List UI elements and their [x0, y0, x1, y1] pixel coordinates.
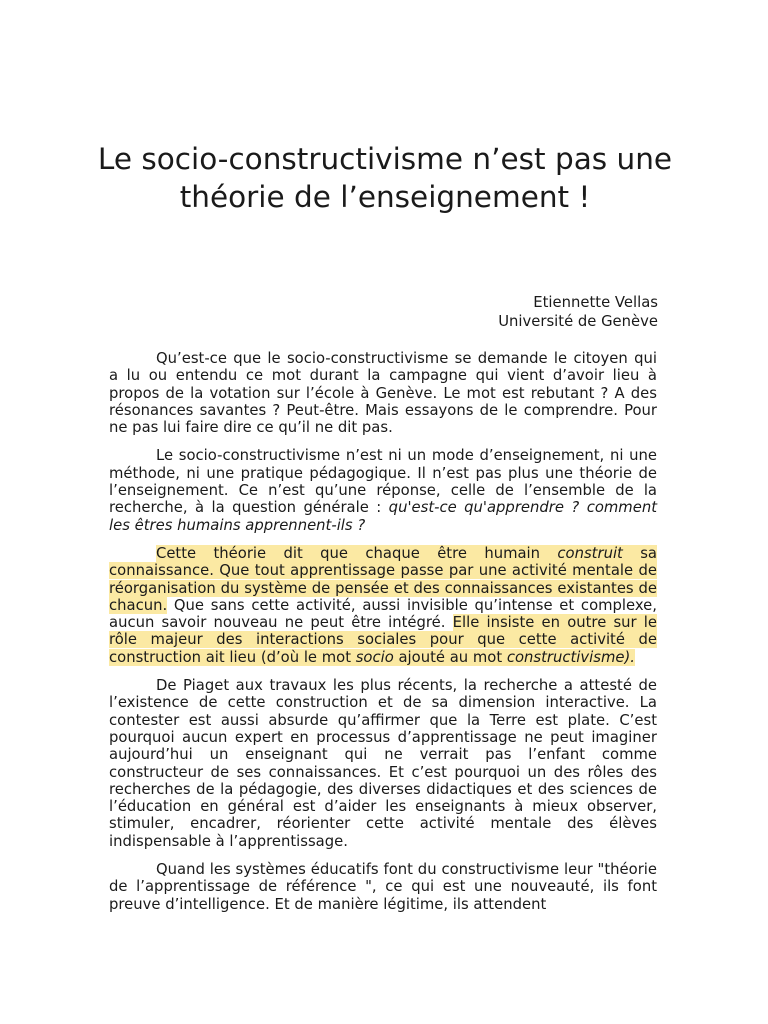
- paragraph-2-text: Le socio-constructivisme n’est ni un mode d’enseignement, ni une méthode, ni une pratique pédagogique. Il n’est pas plus une théorie de l’enseignement. Ce n’est qu’une réponse, celle de l’ensemble de la recherche, à la question générale :: [109, 447, 657, 517]
- author-block: [498, 293, 658, 331]
- paragraph-4: De Piaget aux travaux les plus récents, la recherche a attesté de l’existence de cette construction et de sa dimension interactive. La contester est aussi absurde qu’affirmer que la Terre est plate. C’est pourquoi aucun expert en processus d’apprentissage ne peut imaginer aujourd’hui un enseignant qui ne verrait pas l’enfant comme constructeur de ses connaissances. Et c’est pourquoi un des rôles des recherches de la pédagogie, des diverses didactiques et des sciences de l’éducation en général est d’aider les enseignants à mieux observer, stimuler, encadrer, réorienter cette activité mentale des élèves indispensable à l’apprentissage.: [109, 677, 657, 850]
- document-title: Le socio-constructivisme n’est pas une théorie de l’enseignement !: [97, 142, 673, 214]
- paragraph-2: [109, 447, 657, 533]
- paragraph-3: [109, 545, 657, 666]
- author-name: Etiennette Vellas: [533, 294, 658, 311]
- highlight-2-text-a: Elle insiste en outre sur le rôle majeur des interactions sociales pour que cette activité de construction ait lieu (d’où le mot: [109, 614, 658, 666]
- highlight-2-text-b: ajouté au mot: [393, 648, 507, 666]
- document-body: [109, 350, 657, 924]
- paragraph-2-question: qu'est-ce qu'apprendre ? comment les êtres humains apprennent-ils ?: [109, 499, 657, 534]
- highlight-1-text-b: sa connaissance. Que tout apprentissage passe par une activité mentale de réorganisation du système de pensée et des connaissances existantes de chacun.: [109, 544, 657, 614]
- paragraph-5: Quand les systèmes éducatifs font du constructivisme leur "théorie de l’apprentissage de référence ", ce qui est une nouveauté, ils font preuve d’intelligence. Et de manière légitime, ils attendent: [109, 861, 657, 913]
- highlight-1-emphasis: construit: [557, 544, 623, 562]
- paragraph-1: Qu’est-ce que le socio-constructivisme se demande le citoyen qui a lu ou entendu ce mot durant la campagne qui vient d’avoir lieu à propos de la votation sur l’école à Genève. Le mot est rebutant ? A des résonances savantes ? Peut-être. Mais essayons de le comprendre. Pour ne pas lui faire dire ce qu’il ne dit pas.: [109, 350, 657, 437]
- highlight-1-text-a: Cette théorie dit que chaque être humain: [156, 544, 558, 562]
- highlight-2-emphasis-socio: socio: [355, 648, 394, 666]
- author-affiliation: Université de Genève: [498, 313, 658, 330]
- highlight-2-emphasis-constructivisme: constructivisme).: [506, 648, 635, 666]
- paragraph-3-plain: Que sans cette activité, aussi invisible qu’intense et complexe, aucun savoir nouveau ne peut être intégré.: [109, 596, 657, 632]
